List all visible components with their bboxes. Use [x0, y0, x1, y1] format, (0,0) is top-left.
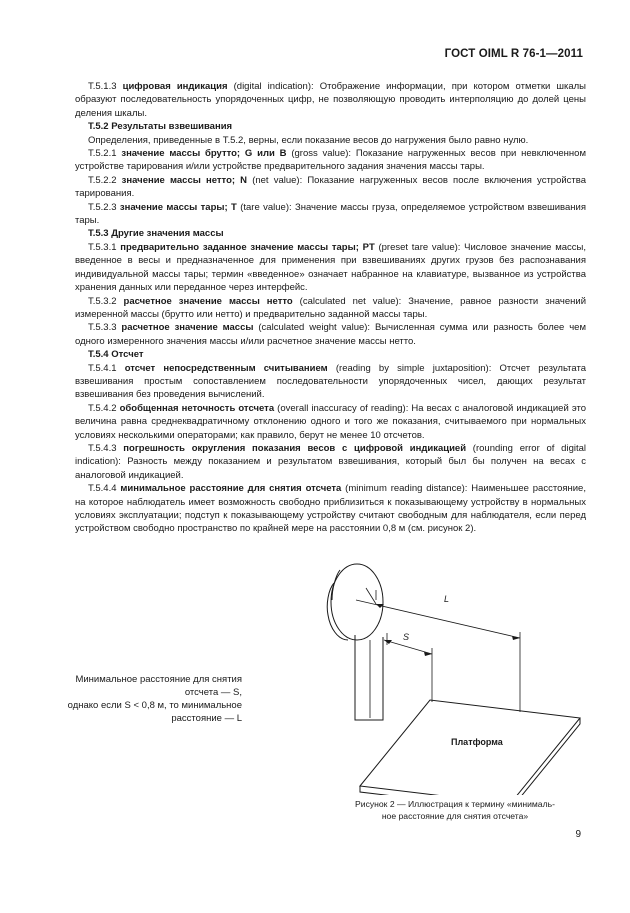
figure-side-caption: Минимальное расстояние для снятия отсчета — S, однако если S < 0,8 м, то минимальное расстояние — L: [67, 674, 242, 724]
section-heading-t5-2: T.5.2 Результаты взвешивания: [88, 121, 233, 133]
platform-label: Платформа: [451, 737, 503, 747]
document-code: ГОСТ OIML R 76-1—2011: [444, 48, 583, 60]
section-heading-t5-4: T.5.4 Отсчет: [88, 349, 144, 361]
page-number: 9: [575, 829, 581, 840]
paragraph-t5-4-1: T.5.4.1 отсчет непосредственным считыванием (reading by simple juxtaposition): Отсчет результата взвешивания простым сопоставлением последовательности упорядоченных чисел, дающих результат взвешивания без проведения вычислений.: [75, 362, 586, 401]
paragraph-t5-1-3: T.5.1.3 цифровая индикация (digital indication): Отображение информации, при котором отметки шкалы образуют последовательность упорядоченных цифр, не позволяющую проводить интерполяцию до долей цены деления шкалы.: [75, 81, 586, 119]
paragraph-t5-3-1: T.5.3.1 предварительно заданное значение массы тары; PT (preset tare value): Числовое значение массы, введенное в весы и предназначенное для применения при взвешиваниях других грузов без распознавания индивидуальной массы тары; термин «введенное» означает набранное на клавиатуре, вызванное из устройства хранения данных или переданное через интерфейс.: [75, 241, 586, 294]
paragraph-t5-3-3: T.5.3.3 расчетное значение массы (calculated weight value): Вычисленная сумма или разность более чем одного измеренного значения массы и/или расчетное значение массы нетто.: [75, 322, 586, 347]
paragraph-t5-2-2: T.5.2.2 значение массы нетто; N (net value): Показание нагруженных весов после включения устройства тарирования.: [75, 174, 586, 200]
paragraph-t5-2-3: T.5.2.3 значение массы тары; T (tare value): Значение массы груза, определяемое устройством взвешивания тары.: [75, 201, 586, 227]
paragraph-t5-4-4: T.5.4.4 минимальное расстояние для снятия отсчета (minimum reading distance): Наименьшее расстояние, на которое наблюдатель имеет возможность свободно приблизиться к показывающему устройству в нормальных условиях эксплуатации; подступ к показывающему устройству считают свободным для наблюдателя, если перед устройством свободно пространство по крайней мере на расстоянии 0,8 м (см. рисунок 2).: [75, 483, 586, 535]
paragraph-t5-2-1: T.5.2.1 значение массы брутто; G или B (gross value): Показание нагруженных весов при невключенном устройстве тарирования и/или устройстве предварительного задания значения массы тары.: [75, 148, 586, 173]
stand-column: [355, 635, 383, 720]
paragraph-t5-4-2: T.5.4.2 обобщенная неточность отсчета (overall inaccuracy of reading): На весах с аналоговой индикацией это величина равна среднеквадратичному отклонению одного и того же показания, считываемого при нормальных условиях несколькими операторами; как правило, берут не менее 10 отсчетов.: [75, 402, 586, 441]
paragraph-t5-2-intro: Определения, приведенные в T.5.2, верны, если показание весов до нагружения было равно нулю.: [88, 134, 529, 146]
dimension-label-l: L: [444, 594, 450, 604]
platform: [360, 700, 580, 795]
paragraph-t5-3-2: T.5.3.2 расчетное значение массы нетто (calculated net value): Значение, равное разности значений измеренной массы (брутто или нетто) и предварительно заданной массы тары.: [75, 295, 586, 320]
paragraph-t5-4-3: T.5.4.3 погрешность округления показания весов с цифровой индикацией (rounding error of digital indication): Разность между показанием и результатом взвешивания, который был бы получен на весах с аналоговой индикацией.: [75, 442, 586, 481]
figure-2-illustration: [300, 555, 590, 795]
figure-caption: Рисунок 2 — Иллюстрация к термину «минималь- ное расстояние для снятия отсчета»: [355, 799, 555, 821]
document-body: [75, 80, 586, 536]
dimension-label-s: S: [403, 632, 410, 642]
section-heading-t5-3: T.5.3 Другие значения массы: [88, 228, 224, 240]
